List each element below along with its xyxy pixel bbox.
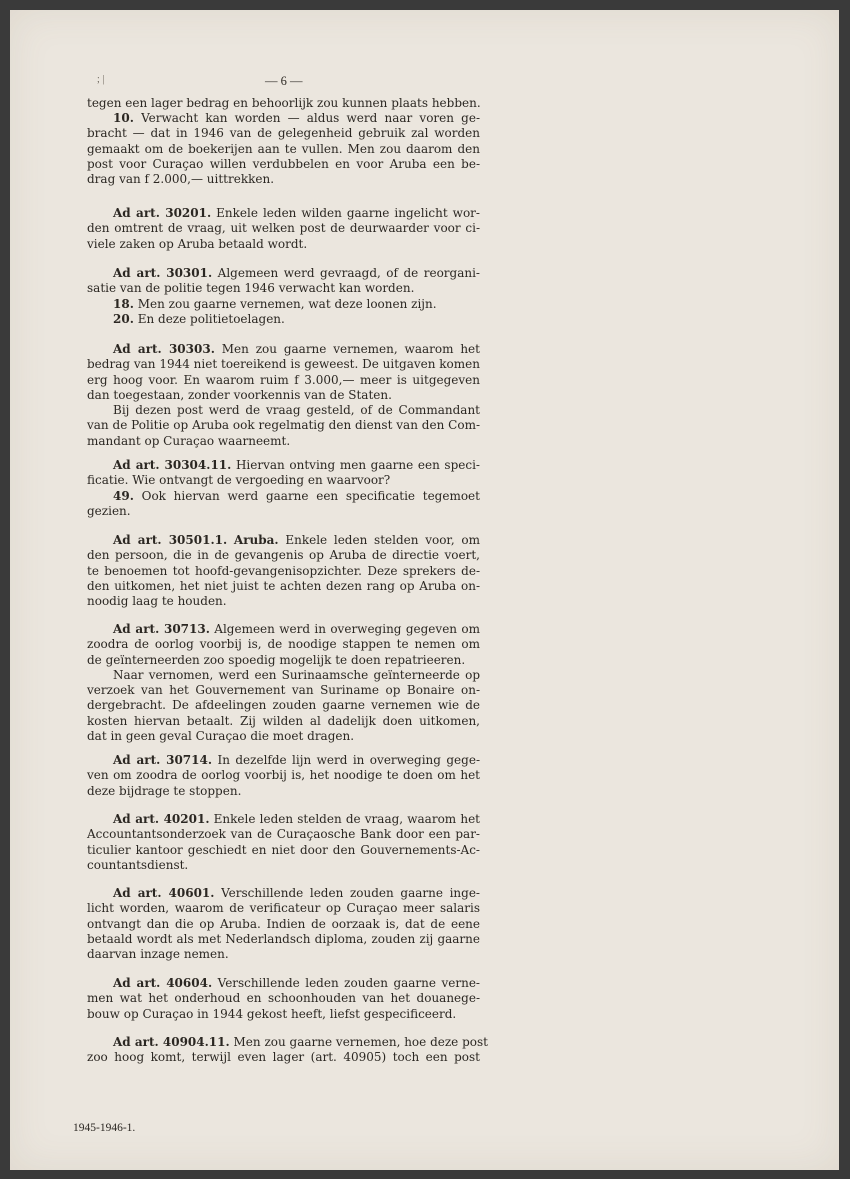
text-span: Enkele leden stelden de vraag, waarom het: [213, 812, 480, 826]
place-heading: Aruba.: [233, 533, 279, 547]
paragraph-art-40601: [87, 886, 480, 962]
article-reference: Ad art. 30303.: [113, 342, 215, 356]
text-line: mandant op Curaçao waarneemt.: [87, 433, 291, 448]
text-line: post voor Curaçao willen verdubbelen en voor Aruba een be-: [87, 156, 480, 171]
text-line: satie van de politie tegen 1946 verwacht kan worden.: [87, 281, 415, 296]
article-reference: Ad art. 40604.: [113, 976, 213, 990]
article-reference: Ad art. 30304.11.: [113, 458, 232, 472]
text-line: zoo hoog komt, terwijl even lager (art. 40905) toch een post: [87, 1050, 480, 1065]
text-line: [87, 1035, 488, 1050]
text-span: Enkele leden wilden gaarne ingelicht wor-: [216, 206, 480, 220]
paragraph-10: [87, 111, 480, 187]
item-number: 18.: [113, 296, 134, 311]
text-line: bouw op Curaçao in 1944 gekost heeft, liefst gespecificeerd.: [87, 1006, 457, 1021]
text-line: [87, 266, 480, 281]
text-line: [87, 458, 480, 473]
text-line: ticulier kantoor geschiedt en niet door den Gouvernements-Ac-: [87, 842, 480, 857]
paragraph-art-30714: [87, 753, 480, 799]
text-span: En deze politietoelagen.: [137, 311, 285, 326]
text-span: Algemeen werd in overweging gegeven om: [214, 622, 480, 636]
document-page: [10, 10, 839, 1170]
text-span: Men zou gaarne vernemen, hoe deze post: [233, 1035, 488, 1049]
paragraph-art-30301: [87, 266, 480, 327]
text-line: verzoek van het Gouvernement van Suriname op Bonaire on-: [87, 683, 480, 698]
text-line: gezien.: [87, 503, 131, 518]
paragraph-art-40604: [87, 976, 480, 1022]
page-number: — 6 —: [265, 74, 303, 88]
paragraph-art-30303: [87, 342, 480, 449]
text-line: [87, 886, 480, 901]
text-span: Enkele leden stelden voor, om: [285, 533, 480, 547]
article-reference: Ad art. 30201.: [113, 206, 212, 220]
paragraph-art-30201: [87, 206, 480, 252]
text-line: [87, 111, 480, 126]
text-span: Hiervan ontving men gaarne een speci-: [235, 458, 480, 472]
article-reference: Ad art. 30714.: [113, 753, 213, 767]
text-line: drag van f 2.000,— uittrekken.: [87, 172, 275, 187]
text-line: de geïnterneerden zoo spoedig mogelijk te doen repatrieeren.: [87, 652, 466, 667]
paragraph-continuation: [87, 96, 480, 111]
text-line: [87, 342, 480, 357]
text-line: ontvangt dan die op Aruba. Indien de oorzaak is, dat de eene: [87, 916, 480, 931]
paragraph-art-30304-11: [87, 458, 480, 519]
text-line: bedrag van 1944 niet toereikend is geweest. De uitgaven komen: [87, 357, 480, 372]
text-span: In dezelfde lijn werd in overweging gege-: [217, 753, 480, 767]
text-line: [87, 312, 480, 327]
text-span: Men zou gaarne vernemen, waarom het: [221, 342, 480, 356]
text-line: ven om zoodra de oorlog voorbij is, het noodige te doen om het: [87, 768, 480, 783]
paragraph-art-40201: [87, 812, 480, 873]
text-line: [87, 976, 480, 991]
text-line: [87, 297, 480, 312]
text-line: te benoemen tot hoofd-gevangenisopzichter. Deze sprekers de-: [87, 563, 480, 578]
paragraph-art-30501-1: [87, 533, 480, 609]
text-line: den omtrent de vraag, uit welken post de deurwaarder voor ci-: [87, 221, 480, 236]
text-line: licht worden, waarom de verificateur op Curaçao meer salaris: [87, 901, 480, 916]
text-line: daarvan inzage nemen.: [87, 947, 229, 962]
text-line: tegen een lager bedrag en behoorlijk zou kunnen plaats hebben.: [87, 96, 481, 110]
text-line: dergebracht. De afdeelingen zouden gaarne vernemen wie de: [87, 698, 480, 713]
text-line: Naar vernomen, werd een Surinaamsche geïnterneerde op: [113, 667, 480, 682]
text-line: [87, 753, 480, 768]
text-line: gemaakt om de boekerijen aan te vullen. Men zou daarom den: [87, 141, 480, 156]
text-line: deze bijdrage te stoppen.: [87, 783, 242, 798]
text-line: ficatie. Wie ontvangt de vergoeding en waarvoor?: [87, 473, 391, 488]
text-line: Bij dezen post werd de vraag gesteld, of de Commandant: [113, 403, 480, 418]
article-reference: Ad art. 30713.: [113, 622, 210, 636]
text-line: [87, 533, 480, 548]
article-reference: Ad art. 40601.: [113, 886, 215, 900]
margin-marks: ; |: [97, 74, 105, 85]
article-reference: Ad art. 40904.11.: [113, 1035, 230, 1049]
text-span: Men zou gaarne vernemen, wat deze loonen zijn.: [137, 296, 437, 311]
text-span: Verschillende leden zouden gaarne inge-: [221, 886, 480, 900]
text-line: countantsdienst.: [87, 857, 189, 872]
text-line: dat in geen geval Curaçao die moet dragen.: [87, 729, 355, 744]
document-code: 1945-1946-1.: [73, 1122, 136, 1134]
text-line: erg hoog voor. En waarom ruim f 3.000,— meer is uitgegeven: [87, 372, 480, 387]
text-line: [87, 489, 480, 504]
item-number: 20.: [113, 311, 134, 326]
text-span: Algemeen werd gevraagd, of de reorgani-: [217, 266, 480, 280]
article-reference: Ad art. 40201.: [113, 812, 210, 826]
paragraph-art-40904-11: [87, 1035, 488, 1066]
text-line: [87, 812, 480, 827]
text-line: bracht — dat in 1946 van de gelegenheid gebruik zal worden: [87, 126, 480, 141]
text-span: Verwacht kan worden — aldus werd naar voren ge-: [141, 111, 480, 125]
text-line: zoodra de oorlog voorbij is, de noodige stappen te nemen om: [87, 637, 480, 652]
article-reference: Ad art. 30501.1.: [113, 533, 228, 547]
text-line: Accountantsonderzoek van de Curaçaosche Bank door een par-: [87, 827, 480, 842]
text-line: noodig laag te houden.: [87, 594, 227, 609]
text-line: kosten hiervan betaalt. Zij wilden al dadelijk doen uitkomen,: [87, 713, 480, 728]
text-line: men wat het onderhoud en schoonhouden van het douanege-: [87, 991, 480, 1006]
text-line: viele zaken op Aruba betaald wordt.: [87, 236, 308, 251]
text-line: dan toegestaan, zonder voorkennis van de Staten.: [87, 387, 392, 402]
item-number: 49.: [113, 488, 134, 503]
text-span: Ook hiervan werd gaarne een specificatie tegemoet: [141, 488, 480, 503]
paragraph-art-30713: [87, 622, 480, 744]
item-number: 10.: [113, 111, 134, 125]
text-line: van de Politie op Aruba ook regelmatig den dienst van den Com-: [87, 418, 480, 433]
text-line: betaald wordt als met Nederlandsch diploma, zouden zij gaarne: [87, 931, 480, 946]
text-span: Verschillende leden zouden gaarne verne-: [217, 976, 480, 990]
text-line: [87, 206, 480, 221]
text-line: [87, 622, 480, 637]
text-line: den persoon, die in de gevangenis op Aruba de directie voert,: [87, 548, 480, 563]
text-line: den uitkomen, het niet juist te achten dezen rang op Aruba on-: [87, 578, 480, 593]
article-reference: Ad art. 30301.: [113, 266, 213, 280]
